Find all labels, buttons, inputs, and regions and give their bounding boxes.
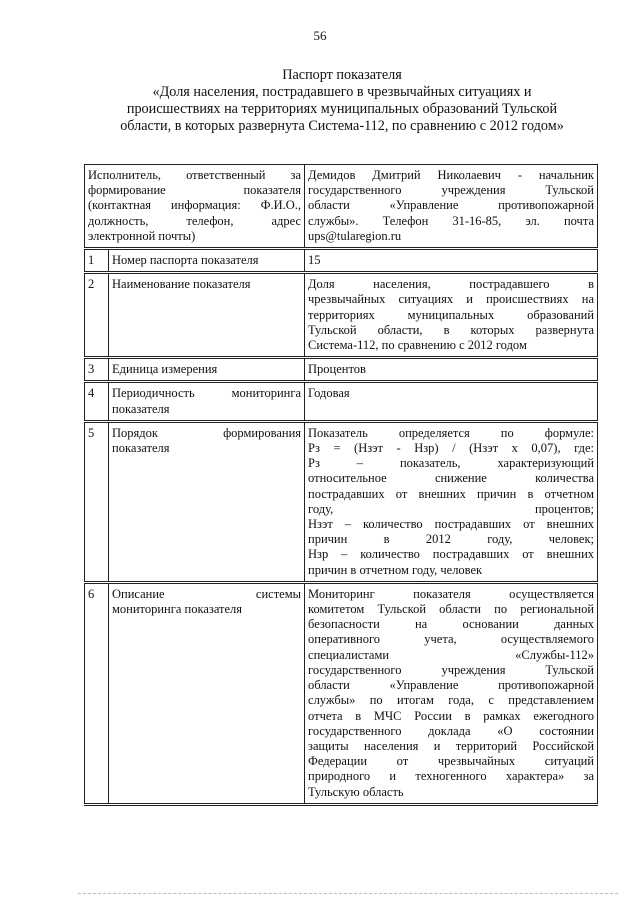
row-value-line: Тульскую область xyxy=(308,784,404,799)
row-label-cell xyxy=(109,421,305,582)
row-value-cell xyxy=(305,421,598,582)
row-value-line: Годовая xyxy=(308,386,350,401)
row-label-cell xyxy=(109,358,305,382)
executor-contact-line: Демидов Дмитрий Николаевич - начальник xyxy=(308,168,595,182)
title-line: области, в которых развернута Система-112, по сравнению с 2012 годом» xyxy=(120,118,564,134)
row-value-cell xyxy=(305,382,598,421)
row-value-line: Процентов xyxy=(308,362,366,377)
executor-contact-line: службы». Телефон 31-16-85, эл. почта xyxy=(308,213,595,228)
row-label-line: Порядок формирования xyxy=(112,425,302,440)
title-line: Паспорт показателя xyxy=(282,67,402,83)
row-value-line: специалистами «Службы-112» xyxy=(308,647,595,662)
executor-label-line: формирование показателя xyxy=(88,183,302,198)
row-value-line: Федерации от чрезвычайных ситуаций xyxy=(308,754,595,769)
table-row xyxy=(85,273,598,358)
row-value-line: Нзр – количество пострадавших от внешних xyxy=(308,547,595,562)
row-number: 6 xyxy=(85,582,109,804)
row-value-line: Показатель определяется по формуле: xyxy=(308,425,595,440)
row-label-cell xyxy=(109,582,305,804)
row-label-line: мониторинга показателя xyxy=(112,602,243,617)
row-value-line: причин в отчетном году, человек xyxy=(308,562,483,577)
executor-label-cell xyxy=(85,165,305,249)
row-value-cell xyxy=(305,582,598,804)
header-row xyxy=(85,165,598,249)
row-value-line: территориях муниципальных образований xyxy=(308,307,595,322)
row-value-line: отчета в МЧС России в рамках ежегодного xyxy=(308,708,595,723)
row-number: 2 xyxy=(85,273,109,358)
row-value-line: Мониторинг показателя осуществляется xyxy=(308,586,595,601)
executor-label-line: Исполнитель, ответственный за xyxy=(88,168,302,182)
row-value-line: службы» по итогам года, с представлением xyxy=(308,693,595,708)
row-value-line: безопасности на основании данных xyxy=(308,617,595,632)
table-row xyxy=(85,249,598,273)
document-title xyxy=(72,67,612,135)
row-value-line: государственного доклада «О состоянии xyxy=(308,723,595,738)
row-number: 3 xyxy=(85,358,109,382)
row-label-cell xyxy=(109,249,305,273)
row-value-line: пострадавших от внешних причин в отчетном xyxy=(308,486,595,501)
row-value-cell xyxy=(305,358,598,382)
row-label-line: показателя xyxy=(112,441,170,456)
row-label-cell xyxy=(109,273,305,358)
row-label-line: Периодичность мониторинга xyxy=(112,386,302,401)
row-label-cell xyxy=(109,382,305,421)
executor-contact-line: ups@tularegion.ru xyxy=(308,228,402,243)
executor-label-line: (контактная информация: Ф.И.О., xyxy=(88,198,302,213)
table-row xyxy=(85,582,598,804)
executor-label-line: электронной почты) xyxy=(88,228,196,243)
row-value-line: природного и техногенного характера» за xyxy=(308,769,595,784)
passport-table xyxy=(84,164,598,806)
row-value-line: Тульской области, в которых развернута xyxy=(308,322,595,337)
title-line: происшествиях на территориях муниципальных образований Тульской xyxy=(126,101,558,117)
page-number: 56 xyxy=(313,28,327,43)
row-label-line: Описание системы xyxy=(112,586,302,601)
row-value-line: области «Управление противопожарной xyxy=(308,678,595,693)
row-number: 5 xyxy=(85,421,109,582)
table-row xyxy=(85,358,598,382)
row-value-line: Система-112, по сравнению с 2012 годом xyxy=(308,338,527,353)
row-value-line: Доля населения, пострадавшего в xyxy=(308,277,595,292)
row-value-line: Рз – показатель, характеризующий xyxy=(308,456,595,471)
row-number: 4 xyxy=(85,382,109,421)
row-label-line: Наименование показателя xyxy=(112,277,251,292)
table-row xyxy=(85,421,598,582)
row-value-line: причин в 2012 году, человек; xyxy=(308,532,595,547)
row-label-line: показателя xyxy=(112,401,170,416)
executor-value-cell xyxy=(305,165,598,249)
row-label-line: Единица измерения xyxy=(112,362,218,377)
row-value-line: Рз = (Нзэт - Нзр) / (Нзэт х 0,07), где: xyxy=(308,441,595,456)
row-value-line: оперативного учета, осуществляемого xyxy=(308,632,595,647)
row-value-line: 15 xyxy=(308,253,321,268)
executor-contact-line: государственного учреждения Тульской xyxy=(308,183,595,198)
row-value-line: защиты населения и территорий Российской xyxy=(308,738,595,753)
scan-artifact-line xyxy=(78,893,618,896)
row-value-line: чрезвычайных ситуациях и происшествиях на xyxy=(308,292,595,307)
row-value-line: Нзэт – количество пострадавших от внешних xyxy=(308,517,595,532)
row-label-line: Номер паспорта показателя xyxy=(112,253,259,268)
row-value-cell xyxy=(305,249,598,273)
row-value-line: относительное снижение количества xyxy=(308,471,595,486)
row-value-cell xyxy=(305,273,598,358)
table-row xyxy=(85,382,598,421)
row-value-line: государственного учреждения Тульской xyxy=(308,662,595,677)
row-value-line: комитетом Тульской области по региональной xyxy=(308,602,595,617)
executor-contact-line: области «Управление противопожарной xyxy=(308,198,595,213)
row-value-line: году, процентов; xyxy=(308,501,595,516)
title-line: «Доля населения, пострадавшего в чрезвычайных ситуациях и xyxy=(152,84,532,100)
row-number: 1 xyxy=(85,249,109,273)
executor-label-line: должность, телефон, адрес xyxy=(88,213,302,228)
